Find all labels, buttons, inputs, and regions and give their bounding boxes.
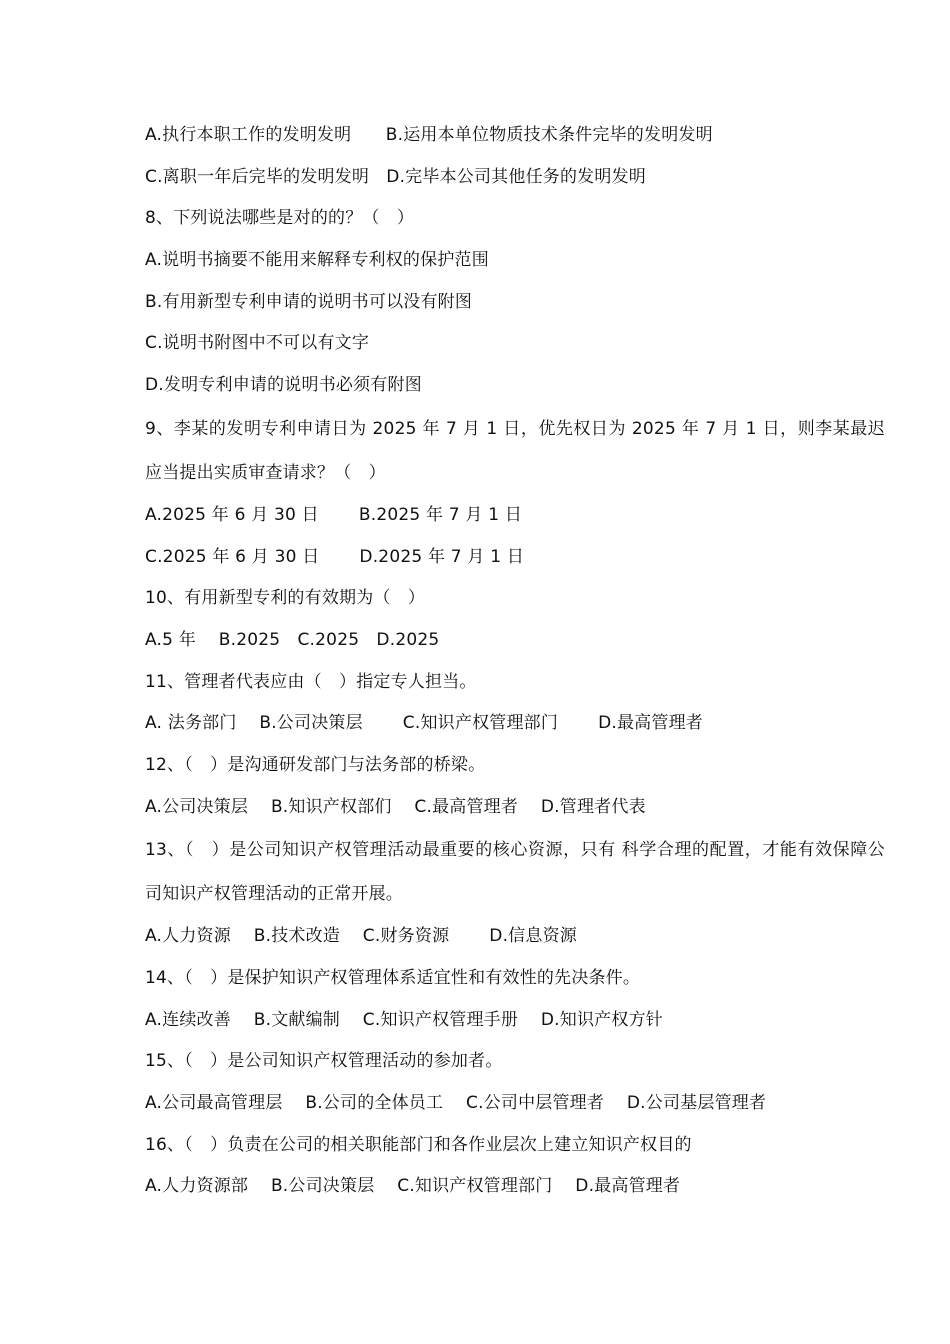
document-body xyxy=(145,115,885,1208)
q16-options: A.人力资源部 B.公司决策层 C.知识产权管理部门 D.最高管理者 xyxy=(145,1176,681,1197)
question-16: 16、（ ）负责在公司的相关职能部门和各作业层次上建立知识产权目的 xyxy=(145,1134,692,1155)
q8-option-a: A.说明书摘要不能用来解释专利权的保护范围 xyxy=(145,250,489,271)
q7-options-ab: A.执行本职工作的发明发明 B.运用本单位物质技术条件完毕的发明发明 xyxy=(145,125,713,145)
question-11: 11、管理者代表应由（ ）指定专人担当。 xyxy=(145,671,477,692)
question-13: 13、（ ）是公司知识产权管理活动最重要的核心资源，只有 科学合理的配置，才能有效保障公司知识产权管理活动的正常开展。 xyxy=(145,840,885,905)
question-12: 12、（ ）是沟通研发部门与法务部的桥梁。 xyxy=(145,754,486,775)
q12-options: A.公司决策层 B.知识产权部们 C.最高管理者 D.管理者代表 xyxy=(145,796,646,817)
q9-options-cd: C.2025 年 6 月 30 日 D.2025 年 7 月 1 日 xyxy=(145,546,525,567)
q10-options: A.5 年 B.2025 C.2025 D.2025 xyxy=(145,629,440,650)
q15-options: A.公司最高管理层 B.公司的全体员工 C.公司中层管理者 D.公司基层管理者 xyxy=(145,1093,767,1114)
question-10: 10、有用新型专利的有效期为（ ） xyxy=(145,588,426,609)
question-8: 8、下列说法哪些是对的的？（ ） xyxy=(145,208,415,229)
q8-option-c: C.说明书附图中不可以有文字 xyxy=(145,333,370,354)
q13-options: A.人力资源 B.技术改造 C.财务资源 D.信息资源 xyxy=(145,926,577,947)
q14-options: A.连续改善 B.文献编制 C.知识产权管理手册 D.知识产权方针 xyxy=(145,1009,663,1030)
q9-options-ab: A.2025 年 6 月 30 日 B.2025 年 7 月 1 日 xyxy=(145,504,523,525)
question-14: 14、（ ）是保护知识产权管理体系适宜性和有效性的先决条件。 xyxy=(145,968,641,988)
question-9: 9、李某的发明专利申请日为 2025 年 7 月 1 日，优先权日为 2025 年 7 月 1 日，则李某最迟应当提出实质审查请求？（ ） xyxy=(145,418,885,483)
q7-options-cd: C.离职一年后完毕的发明发明 D.完毕本公司其他任务的发明发明 xyxy=(145,166,646,187)
q11-options: A. 法务部门 B.公司决策层 C.知识产权管理部门 D.最高管理者 xyxy=(145,713,703,734)
question-15: 15、（ ）是公司知识产权管理活动的参加者。 xyxy=(145,1051,503,1072)
q8-option-d: D.发明专利申请的说明书必须有附图 xyxy=(145,375,422,396)
q8-option-b: B.有用新型专利申请的说明书可以没有附图 xyxy=(145,291,473,312)
